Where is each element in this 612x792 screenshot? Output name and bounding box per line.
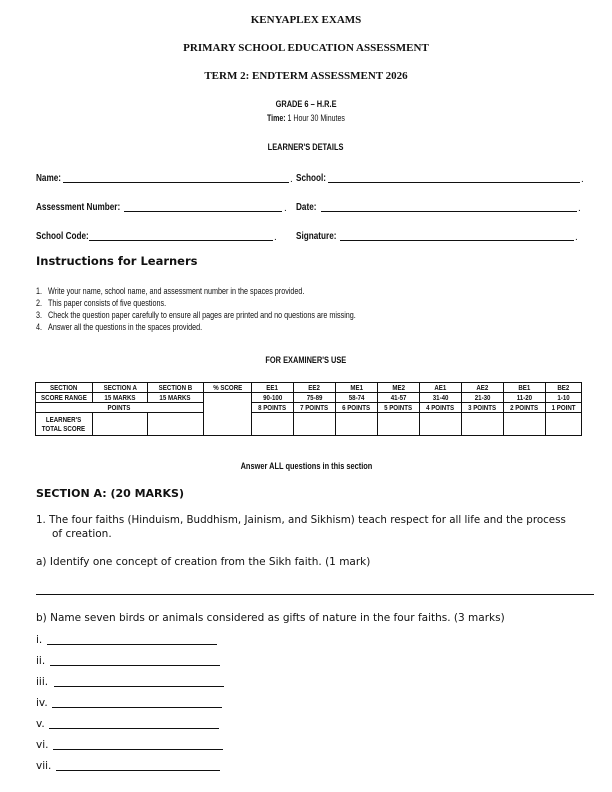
table-cell: 8 POINTS (251, 403, 293, 413)
assessment-number-label: Assessment Number: (36, 201, 121, 213)
answer-item-label: ii. (36, 655, 46, 667)
answer-line[interactable] (53, 749, 223, 750)
table-cell: 58-74 (335, 393, 377, 403)
section-a-score-cell[interactable] (92, 413, 147, 436)
question-1-text: 1. The four faiths (Hinduism, Buddhism, Jainism, and Sikhism) teach respect for all life and the process (36, 514, 566, 526)
answer-line[interactable] (50, 665, 220, 666)
name-field[interactable] (63, 182, 289, 183)
answer-item-label: iii. (36, 676, 49, 688)
answer-line-1a[interactable] (36, 594, 594, 595)
separator-dot: . (284, 203, 287, 214)
table-cell: AE2 (461, 383, 503, 393)
answer-all-note: Answer ALL questions in this section (240, 461, 372, 472)
table-cell: ME2 (377, 383, 419, 393)
table-cell[interactable] (503, 413, 545, 436)
grade-subject: GRADE 6 – H.R.E (275, 99, 337, 110)
table-cell[interactable] (377, 413, 419, 436)
school-code-field[interactable] (89, 240, 273, 241)
question-1a-text: a) Identify one concept of creation from the Sikh faith. (1 mark) (36, 556, 371, 568)
learner-details-heading: LEARNER'S DETAILS (268, 142, 344, 153)
percent-score-cell[interactable] (203, 393, 251, 436)
answer-item-label: vii. (36, 760, 52, 772)
table-cell: 3 POINTS (461, 403, 503, 413)
instruction-item: 4. Answer all the questions in the spaces provided. (36, 322, 203, 332)
time-allowed: Time: 1 Hour 30 Minutes (267, 113, 345, 123)
table-cell: 75-89 (293, 393, 335, 403)
answer-line[interactable] (54, 686, 224, 687)
examiner-score-table (35, 382, 582, 436)
term-title: TERM 2: ENDTERM ASSESSMENT 2026 (204, 70, 408, 82)
answer-line[interactable] (52, 707, 222, 708)
table-cell: ME1 (335, 383, 377, 393)
score-range-row (36, 393, 582, 403)
instructions-heading: Instructions for Learners (36, 254, 198, 268)
table-cell[interactable] (293, 413, 335, 436)
table-cell: 15 MARKS (147, 393, 203, 403)
total-score-row (36, 413, 582, 436)
answer-line[interactable] (47, 644, 217, 645)
table-cell: SECTION A (92, 383, 147, 393)
separator-dot: . (578, 203, 581, 214)
question-1b-text: b) Name seven birds or animals considered as gifts of nature in the four faiths. (3 marks) (36, 612, 505, 624)
table-cell[interactable] (419, 413, 461, 436)
table-cell: 4 POINTS (419, 403, 461, 413)
signature-label: Signature: (296, 230, 337, 242)
section-b-score-cell[interactable] (147, 413, 203, 436)
answer-item-label: iv. (36, 697, 48, 709)
table-cell: 15 MARKS (92, 393, 147, 403)
table-cell: BE2 (545, 383, 581, 393)
date-field[interactable] (321, 211, 577, 212)
table-cell: BE1 (503, 383, 545, 393)
table-cell: AE1 (419, 383, 461, 393)
instruction-item: 3. Check the question paper carefully to ensure all pages are printed and no questions are missing. (36, 310, 356, 320)
table-cell: POINTS (36, 403, 204, 413)
answer-item-label: vi. (36, 739, 49, 751)
table-cell[interactable] (461, 413, 503, 436)
answer-item-label: v. (36, 718, 45, 730)
table-cell: 1 POINT (545, 403, 581, 413)
table-cell: 41-57 (377, 393, 419, 403)
table-cell: 1-10 (545, 393, 581, 403)
answer-line[interactable] (49, 728, 219, 729)
table-cell: % SCORE (203, 383, 251, 393)
instruction-item: 2. This paper consists of five questions. (36, 298, 167, 308)
instruction-item: 1. Write your name, school name, and assessment number in the spaces provided. (36, 286, 305, 296)
separator-dot: . (290, 174, 293, 185)
table-cell: 90-100 (251, 393, 293, 403)
question-1-text-cont: of creation. (52, 528, 112, 540)
school-code-label: School Code: (36, 230, 89, 242)
table-cell: LEARNER'S TOTAL SCORE (36, 413, 93, 436)
assessment-title: PRIMARY SCHOOL EDUCATION ASSESSMENT (183, 42, 429, 54)
school-field[interactable] (328, 182, 580, 183)
table-header-row (36, 383, 582, 393)
table-cell: SECTION (36, 383, 93, 393)
separator-dot: . (274, 232, 277, 243)
table-cell: 5 POINTS (377, 403, 419, 413)
exam-body-title: KENYAPLEX EXAMS (250, 14, 362, 26)
school-label: School: (296, 172, 327, 184)
table-cell: 2 POINTS (503, 403, 545, 413)
table-cell: SCORE RANGE (36, 393, 93, 403)
table-cell[interactable] (335, 413, 377, 436)
examiner-use-heading: FOR EXAMINER'S USE (265, 355, 347, 366)
table-cell: SECTION B (147, 383, 203, 393)
table-cell[interactable] (545, 413, 581, 436)
assessment-number-field[interactable] (124, 211, 282, 212)
points-row (36, 403, 582, 413)
signature-field[interactable] (340, 240, 574, 241)
table-cell[interactable] (251, 413, 293, 436)
table-cell: EE2 (293, 383, 335, 393)
answer-line[interactable] (56, 770, 220, 771)
separator-dot: . (581, 174, 584, 185)
table-cell: 31-40 (419, 393, 461, 403)
separator-dot: . (575, 232, 578, 243)
section-a-heading: SECTION A: (20 MARKS) (36, 487, 185, 500)
table-cell: 11-20 (503, 393, 545, 403)
answer-item-label: i. (36, 634, 43, 646)
table-cell: 6 POINTS (335, 403, 377, 413)
table-cell: 7 POINTS (293, 403, 335, 413)
name-label: Name: (36, 172, 62, 184)
table-cell: EE1 (251, 383, 293, 393)
table-cell: 21-30 (461, 393, 503, 403)
date-label: Date: (296, 201, 317, 213)
